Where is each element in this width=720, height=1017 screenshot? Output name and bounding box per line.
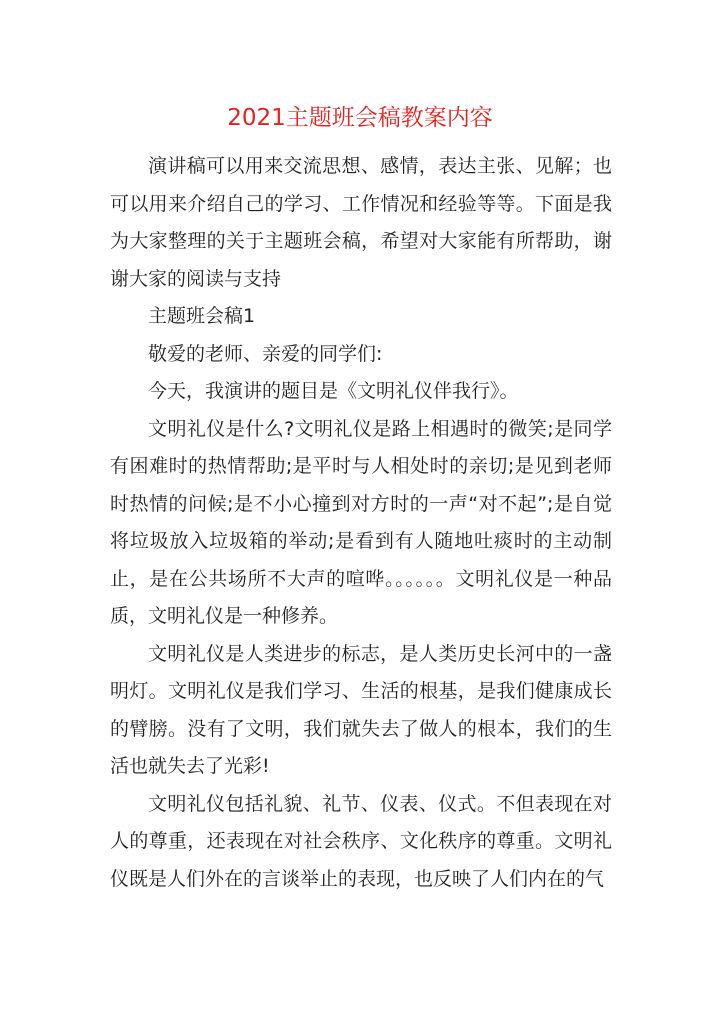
paragraph-etiquette-includes: 文明礼仪包括礼貌、礼节、仪表、仪式。不但表现在对人的尊重，还表现在对社会秩序、文化秩序的尊重。文明礼仪既是人们外在的言谈举止的表现，也反映了人们内在的气 [110,792,612,890]
document-title: 2021主题班会稿教案内容 [227,105,493,131]
paragraph-what-is-etiquette: 文明礼仪是什么?文明礼仪是路上相遇时的微笑;是同学有困难时的热情帮助;是平时与人相处时的亲切;是见到老师时热情的问候;是不小心撞到对方时的一声“对不起”;是自觉将垃圾放入垃圾箱的举动;是看到有人随地吐痰时的主动制止，是在公共场所不大声的喧哗。。。。。。文明礼仪是一种品质，文明礼仪是一种修养。 [110,417,612,627]
paragraph-heading: 主题班会稿1 [148,305,256,327]
paragraph-intro: 演讲稿可以用来交流思想、感情，表达主张、见解；也可以用来介绍自己的学习、工作情况和经验等等。下面是我为大家整理的关于主题班会稿，希望对大家能有所帮助，谢谢大家的阅读与支持 [110,155,612,290]
paragraph-topic: 今天，我演讲的题目是《文明礼仪伴我行》。 [148,380,519,402]
paragraph-salutation: 敬爱的老师、亲爱的同学们: [148,342,383,365]
document-body [110,148,612,898]
paragraph-etiquette-significance: 文明礼仪是人类进步的标志，是人类历史长河中的一盏明灯。文明礼仪是我们学习、生活的根基，是我们健康成长的臂膀。没有了文明，我们就失去了做人的根本，我们的生活也就失去了光彩! [110,642,612,777]
